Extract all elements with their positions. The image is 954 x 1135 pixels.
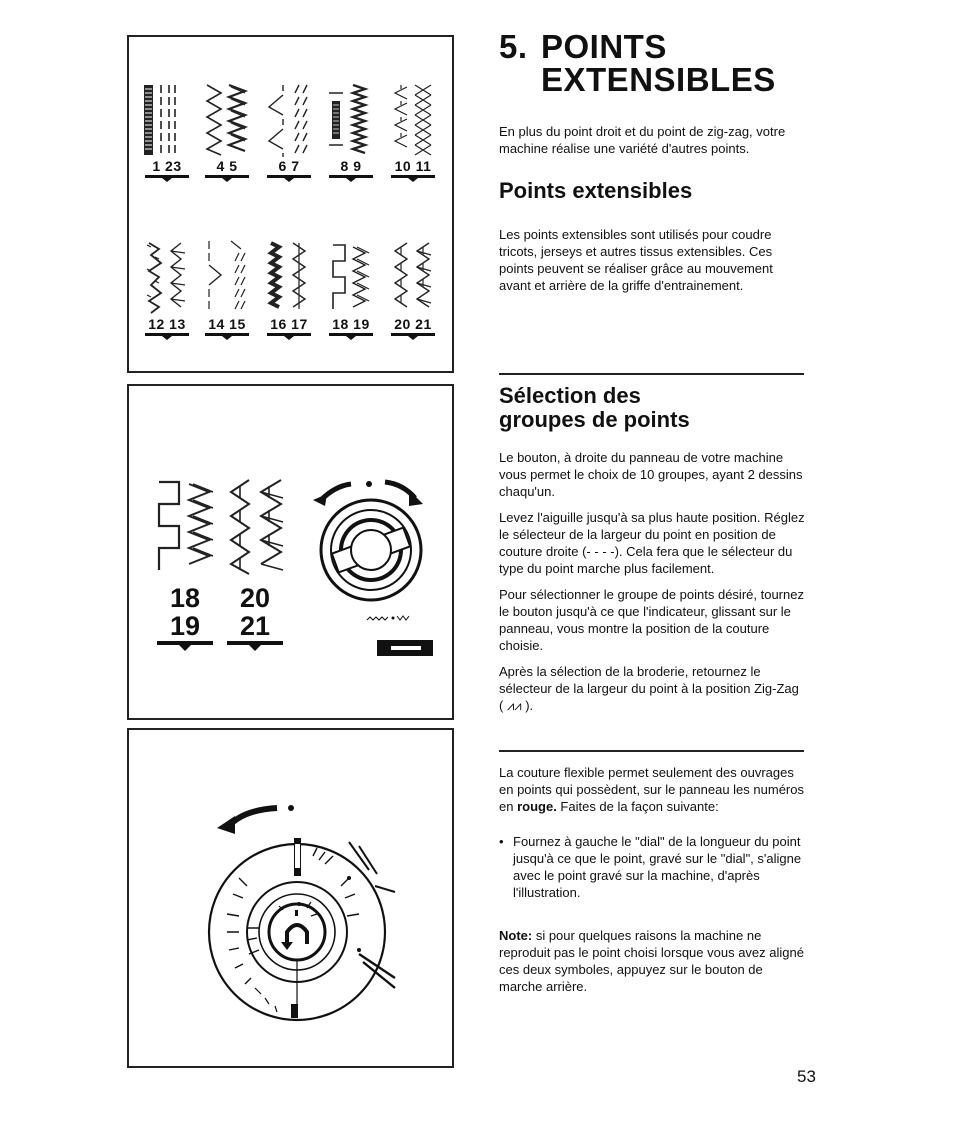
indicator-mark-icon (391, 175, 435, 182)
stitch-pair-label: 6 7 (278, 158, 300, 174)
note-text: si pour quelques raisons la machine ne reproduit pas le point choisi lorsque vous avez aligné ces deux symboles, appuyez sur le bouton de marche arrière. (499, 928, 804, 994)
section-body: Les points extensibles sont utilisés pour coudre tricots, jerseys et autres tissus extensibles. Ces points peuvent se réaliser grâce au mouvement avant et arrière de la griffe d'entrainement. (499, 227, 773, 293)
stitch-pair-12-13 (141, 237, 193, 340)
stitch-pattern-icon (201, 79, 253, 159)
stitch-pair-label: 14 15 (208, 316, 246, 332)
stitch-pattern-icon (325, 79, 377, 159)
indicator-mark-icon (205, 175, 249, 182)
stitch-pattern-icon (223, 474, 287, 584)
stitch-pair-label: 8 9 (340, 158, 362, 174)
stitch-pair-label: 1 23 (152, 158, 182, 174)
chapter-heading (499, 30, 805, 96)
stitch-pattern-icon (153, 474, 217, 584)
stitch-pattern-icon (387, 79, 439, 159)
stitch-pattern-icon (141, 237, 193, 317)
section-selection-groupes (499, 384, 805, 432)
stitch-pattern-icon (263, 237, 315, 317)
stitch-length-dial-icon (199, 782, 429, 1042)
section-title: Points extensibles (499, 178, 693, 203)
stitch-pair-label: 20 21 (394, 316, 432, 332)
stitch-pair-label: 16 17 (270, 316, 308, 332)
stitch-pair-label: 4 5 (216, 158, 238, 174)
note-label: Note: (499, 928, 533, 943)
section-divider (499, 373, 804, 375)
pattern-selector-dial-icon (305, 470, 445, 660)
title-line-2: EXTENSIBLES (541, 61, 776, 98)
stitch-pair-10-11 (387, 79, 439, 182)
stitch-pattern-icon (325, 237, 377, 317)
indicator-mark-icon (205, 333, 249, 340)
stitch-pair-label: 18 19 (169, 583, 201, 641)
stitch-pair-label: 20 21 (239, 583, 271, 641)
section-flexible (499, 764, 805, 995)
flexible-text-end: Faites de la façon suivante: (556, 799, 719, 814)
stitch-pattern-icon (201, 237, 253, 317)
stitch-pair-label: 10 11 (394, 158, 432, 174)
stitch-pair-20-21 (387, 237, 439, 340)
stitch-pair-14-15 (201, 237, 253, 340)
stitch-pair-8-9 (325, 79, 377, 182)
stitch-pair-6-7 (263, 79, 315, 182)
chapter-number: 5. (499, 28, 528, 65)
stitch-pair-1-3 (141, 79, 193, 182)
intro-paragraph (499, 123, 805, 157)
section-title-line-2: groupes de points (499, 407, 690, 432)
indicator-mark-icon (391, 333, 435, 340)
stitch-pattern-icon (387, 237, 439, 317)
section-points-extensibles (499, 179, 805, 203)
indicator-mark-icon (227, 641, 283, 651)
indicator-mark-icon (157, 641, 213, 651)
paragraph-2: Levez l'aiguille jusqu'à sa plus haute position. Réglez le sélecteur de la largeur du point en position de couture droite (- - - -). Cela fera que le sélecteur du type du point marche plus facilement. (499, 510, 805, 576)
section-title-line-1: Sélection des (499, 383, 641, 408)
stitch-pair-18-19-large (153, 474, 217, 651)
indicator-mark-icon (145, 175, 189, 182)
flexible-text-bold: rouge. (517, 799, 557, 814)
stitch-selector-panel (127, 384, 454, 720)
indicator-mark-icon (267, 175, 311, 182)
note-paragraph (499, 927, 805, 995)
paragraph-1: Le bouton, à droite du panneau de votre machine vous permet le choix de 10 groupes, ayant 2 dessins chaqu'un. (499, 450, 803, 499)
section-divider (499, 750, 804, 752)
stitch-pair-20-21-large (223, 474, 287, 651)
intro-text: En plus du point droit et du point de zig-zag, votre machine réalise une variété d'autres points. (499, 124, 786, 156)
page-title (499, 30, 805, 96)
flexible-text-start: La couture flexible permet seulement des ouvrages en points qui possèdent, sur le panneau les numéros en (499, 765, 804, 814)
stitch-pair-18-19 (325, 237, 377, 340)
stitch-pair-4-5 (201, 79, 253, 182)
stitch-pair-label: 12 13 (148, 316, 186, 332)
bullet-item (499, 833, 805, 901)
bullet-text: Fournez à gauche le "dial" de la longueur du point jusqu'à ce que le point, gravé sur le "dial", s'aligne avec le point gravé sur la machine, d'après l'illustration. (513, 834, 802, 900)
indicator-mark-icon (329, 333, 373, 340)
stitch-pair-16-17 (263, 237, 315, 340)
stitch-pattern-icon (263, 79, 315, 159)
paragraph-4: Après la sélection de la broderie, retournez le sélecteur de la largeur du point à la position Zig-Zag ( ⩘⩘ ). (499, 664, 799, 713)
section-points-extensibles-body (499, 226, 805, 294)
indicator-mark-icon (267, 333, 311, 340)
stitch-length-dial-panel (127, 728, 454, 1068)
stitch-pattern-icon (141, 79, 193, 159)
page-number: 53 (797, 1067, 816, 1086)
title-line-1: POINTS (541, 28, 667, 65)
flexible-paragraph (499, 764, 805, 815)
section-selection-groupes-body (499, 449, 805, 714)
stitch-chart-panel (127, 35, 454, 373)
indicator-mark-icon (329, 175, 373, 182)
paragraph-3: Pour sélectionner le groupe de points désiré, tournez le bouton jusqu'à ce que l'indicateur, glissant sur le panneau, vous montre la position de la couture choisie. (499, 587, 804, 653)
indicator-mark-icon (145, 333, 189, 340)
bullet-icon: • (499, 834, 504, 849)
stitch-pair-label: 18 19 (332, 316, 370, 332)
section-title (499, 384, 805, 432)
